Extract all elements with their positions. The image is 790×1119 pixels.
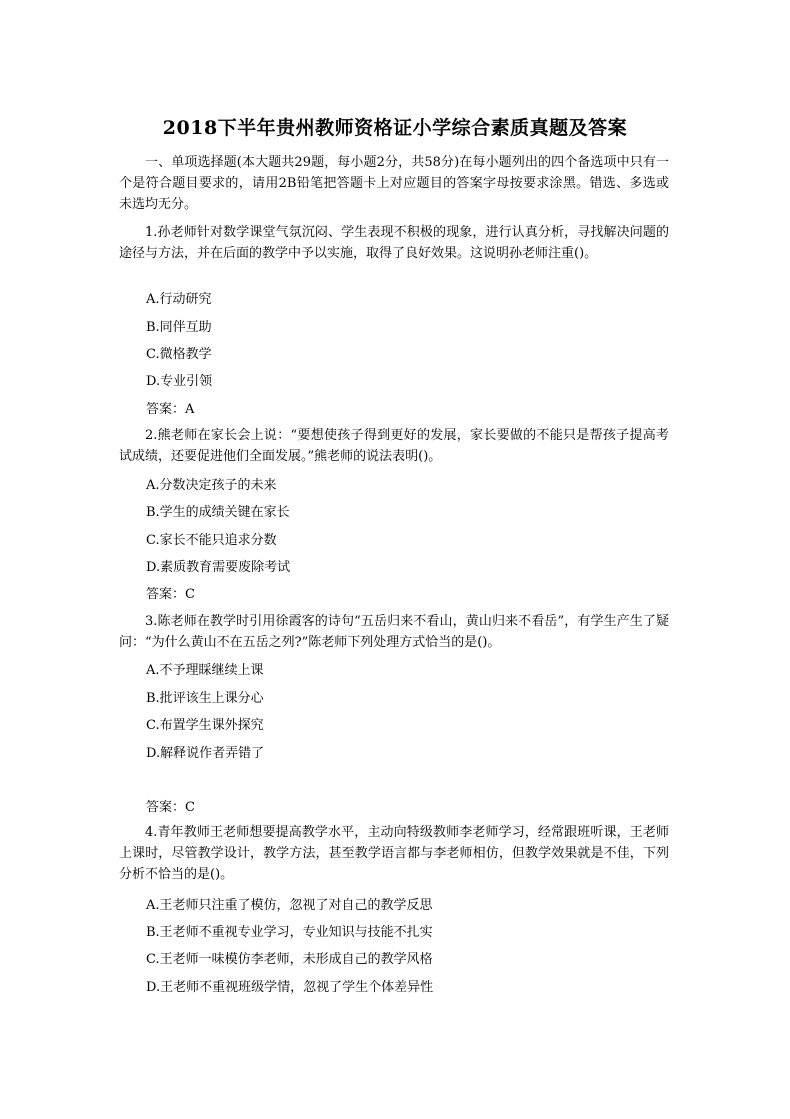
question-2-stem: 2.熊老师在家长会上说：“要想使孩子得到更好的发展，家长要做的不能只是帮孩子提高考试成绩，还要促进他们全面发展。”熊老师的说法表明()。: [119, 428, 669, 464]
question-4-option-a: A.王老师只注重了模仿，忽视了对自己的教学反思: [146, 898, 433, 913]
question-3-stem: 3.陈老师在教学时引用徐霞客的诗句“五岳归来不看山，黄山归来不看岳”，有学生产生了疑问：“为什么黄山不在五岳之列?”陈老师下列处理方式恰当的是()。: [119, 614, 669, 650]
question-2-option-d: D.素质教育需要废除考试: [146, 560, 291, 575]
question-2-answer: 答案：C: [146, 587, 195, 602]
question-2-option-c: C.家长不能只追求分数: [146, 533, 277, 548]
question-1-option-c: C.微格教学: [146, 347, 212, 362]
question-2-option-b: B.学生的成绩关键在家长: [146, 505, 290, 520]
question-4-option-b: B.王老师不重视专业学习，专业知识与技能不扎实: [146, 925, 433, 940]
question-1-option-b: B.同伴互助: [146, 320, 212, 335]
question-4-option-d: D.王老师不重视班级学情，忽视了学生个体差异性: [146, 980, 434, 995]
question-1-stem: 1.孙老师针对数学课堂气氛沉闷、学生表现不积极的现象，进行认真分析，寻找解决问题的途径与方法，并在后面的教学中予以实施，取得了良好效果。这说明孙老师注重()。: [119, 225, 669, 261]
question-3-option-a: A.不予理睬继续上课: [146, 663, 264, 678]
question-3-answer: 答案：C: [146, 800, 195, 815]
question-4-stem: 4.青年教师王老师想要提高教学水平，主动向特级教师李老师学习，经常跟班听课，王老师上课时，尽管教学设计，教学方法，甚至教学语言都与李老师相仿，但教学效果就是不佳，下列分析不恰当的是()。: [119, 825, 669, 882]
question-3-option-d: D.解释说作者弄错了: [146, 746, 265, 761]
question-3-option-b: B.批评该生上课分心: [146, 691, 264, 706]
question-3-option-c: C.布置学生课外探究: [146, 718, 264, 733]
question-4-option-c: C.王老师一味模仿李老师，未形成自己的教学风格: [146, 952, 433, 967]
question-2-option-a: A.分数决定孩子的未来: [146, 478, 277, 493]
question-1-option-d: D.专业引领: [146, 374, 213, 389]
section-intro: 一、单项选择题(本大题共29题，每小题2分，共58分)在每小题列出的四个备选项中只有一个是符合题目要求的，请用2B铅笔把答题卡上对应题目的答案字母按要求涂黑。错选、多选或未选均无分。: [119, 155, 669, 212]
question-1-answer: 答案：A: [146, 402, 195, 417]
page-title: 2018下半年贵州教师资格证小学综合素质真题及答案: [162, 117, 628, 139]
question-1-option-a: A.行动研究: [146, 292, 212, 307]
